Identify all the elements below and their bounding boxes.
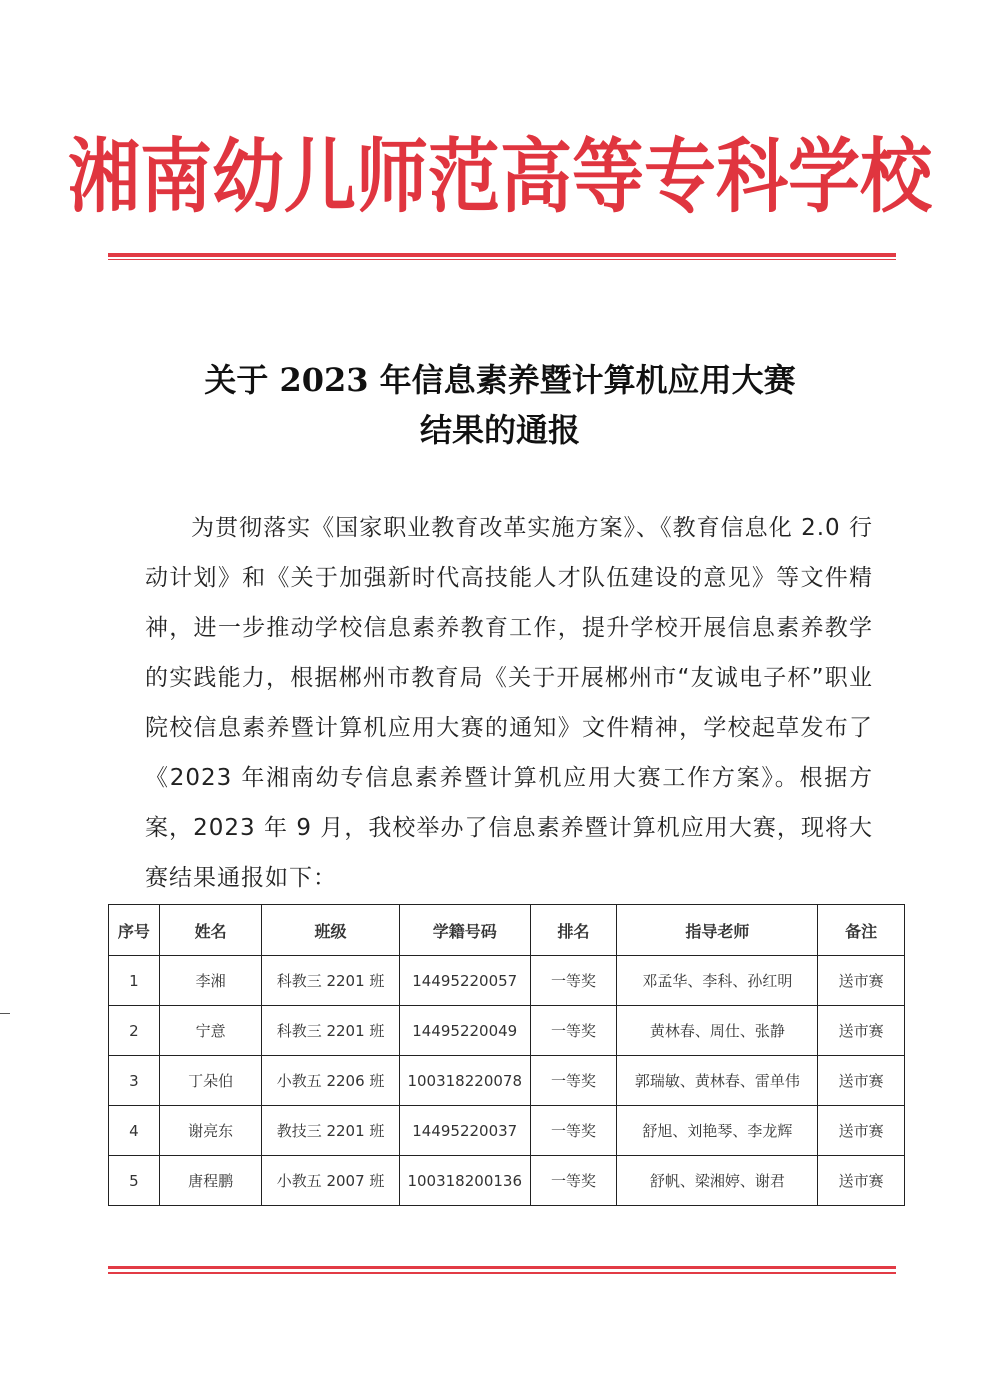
cell-student-id: 14495220049 xyxy=(399,1006,530,1056)
cell-student-id: 14495220037 xyxy=(399,1106,530,1156)
header-rank: 排名 xyxy=(530,905,617,956)
cell-class: 科教三 2201 班 xyxy=(262,956,399,1006)
cell-remarks: 送市赛 xyxy=(818,1106,905,1156)
cell-student-id: 100318200136 xyxy=(399,1156,530,1206)
cell-rank: 一等奖 xyxy=(530,1006,617,1056)
table-row xyxy=(109,956,905,1006)
cell-class: 小教五 2007 班 xyxy=(262,1156,399,1206)
table-header-row xyxy=(109,905,905,956)
cell-remarks: 送市赛 xyxy=(818,1156,905,1206)
document-title-line-2: 结果的通报 xyxy=(419,411,580,449)
cell-name: 丁朵伯 xyxy=(159,1056,262,1106)
table-row xyxy=(109,1006,905,1056)
header-red-rule xyxy=(108,253,896,257)
cell-advisors: 舒帆、梁湘婷、谢君 xyxy=(617,1156,818,1206)
cell-advisors: 邓孟华、李科、孙红明 xyxy=(617,956,818,1006)
cell-rank: 一等奖 xyxy=(530,1156,617,1206)
cell-advisors: 舒旭、刘艳琴、李龙辉 xyxy=(617,1106,818,1156)
cell-serial: 2 xyxy=(109,1006,160,1056)
header-red-rule-thin xyxy=(108,259,896,260)
footer-red-rule xyxy=(108,1266,896,1269)
header-class: 班级 xyxy=(262,905,399,956)
cell-rank: 一等奖 xyxy=(530,956,617,1006)
results-table xyxy=(108,904,905,1206)
cell-name: 谢亮东 xyxy=(159,1106,262,1156)
document-title-line-1: 关于 2023 年信息素养暨计算机应用大赛 xyxy=(204,361,796,399)
cell-student-id: 100318220078 xyxy=(399,1056,530,1106)
cell-rank: 一等奖 xyxy=(530,1056,617,1106)
cell-class: 教技三 2201 班 xyxy=(262,1106,399,1156)
header-advisors: 指导老师 xyxy=(617,905,818,956)
table-row xyxy=(109,1156,905,1206)
cell-advisors: 黄林春、周仕、张静 xyxy=(617,1006,818,1056)
cell-remarks: 送市赛 xyxy=(818,956,905,1006)
header-serial: 序号 xyxy=(109,905,160,956)
header-student-id: 学籍号码 xyxy=(399,905,530,956)
cell-name: 宁意 xyxy=(159,1006,262,1056)
scan-margin-mark xyxy=(0,1013,10,1014)
cell-serial: 3 xyxy=(109,1056,160,1106)
cell-class: 科教三 2201 班 xyxy=(262,1006,399,1056)
cell-advisors: 郭瑞敏、黄林春、雷单伟 xyxy=(617,1056,818,1106)
institution-masthead: 湘南幼儿师范高等专科学校 xyxy=(67,129,932,224)
cell-rank: 一等奖 xyxy=(530,1106,617,1156)
cell-remarks: 送市赛 xyxy=(818,1006,905,1056)
footer-red-rule-thin xyxy=(108,1272,896,1274)
cell-class: 小教五 2206 班 xyxy=(262,1056,399,1106)
body-paragraph: 为贯彻落实《国家职业教育改革实施方案》、《教育信息化 2.0 行动计划》和《关于加强新时代高技能人才队伍建设的意见》等文件精神，进一步推动学校信息素养教育工作，提升学校开展信息素养教学的实践能力，根据郴州市教育局《关于开展郴州市“友诚电子杯”职业院校信息素养暨计算机应用大赛的通知》文件精神，学校起草发布了《2023 年湘南幼专信息素养暨计算机应用大赛工作方案》。根据方案，2023 年 9 月，我校举办了信息素养暨计算机应用大赛，现将大赛结果通报如下： xyxy=(145,515,873,891)
cell-name: 唐程鹏 xyxy=(159,1156,262,1206)
header-remarks: 备注 xyxy=(818,905,905,956)
cell-name: 李湘 xyxy=(159,956,262,1006)
cell-serial: 5 xyxy=(109,1156,160,1206)
cell-remarks: 送市赛 xyxy=(818,1056,905,1106)
table-row xyxy=(109,1106,905,1156)
cell-serial: 4 xyxy=(109,1106,160,1156)
header-name: 姓名 xyxy=(159,905,262,956)
cell-student-id: 14495220057 xyxy=(399,956,530,1006)
cell-serial: 1 xyxy=(109,956,160,1006)
table-row xyxy=(109,1056,905,1106)
